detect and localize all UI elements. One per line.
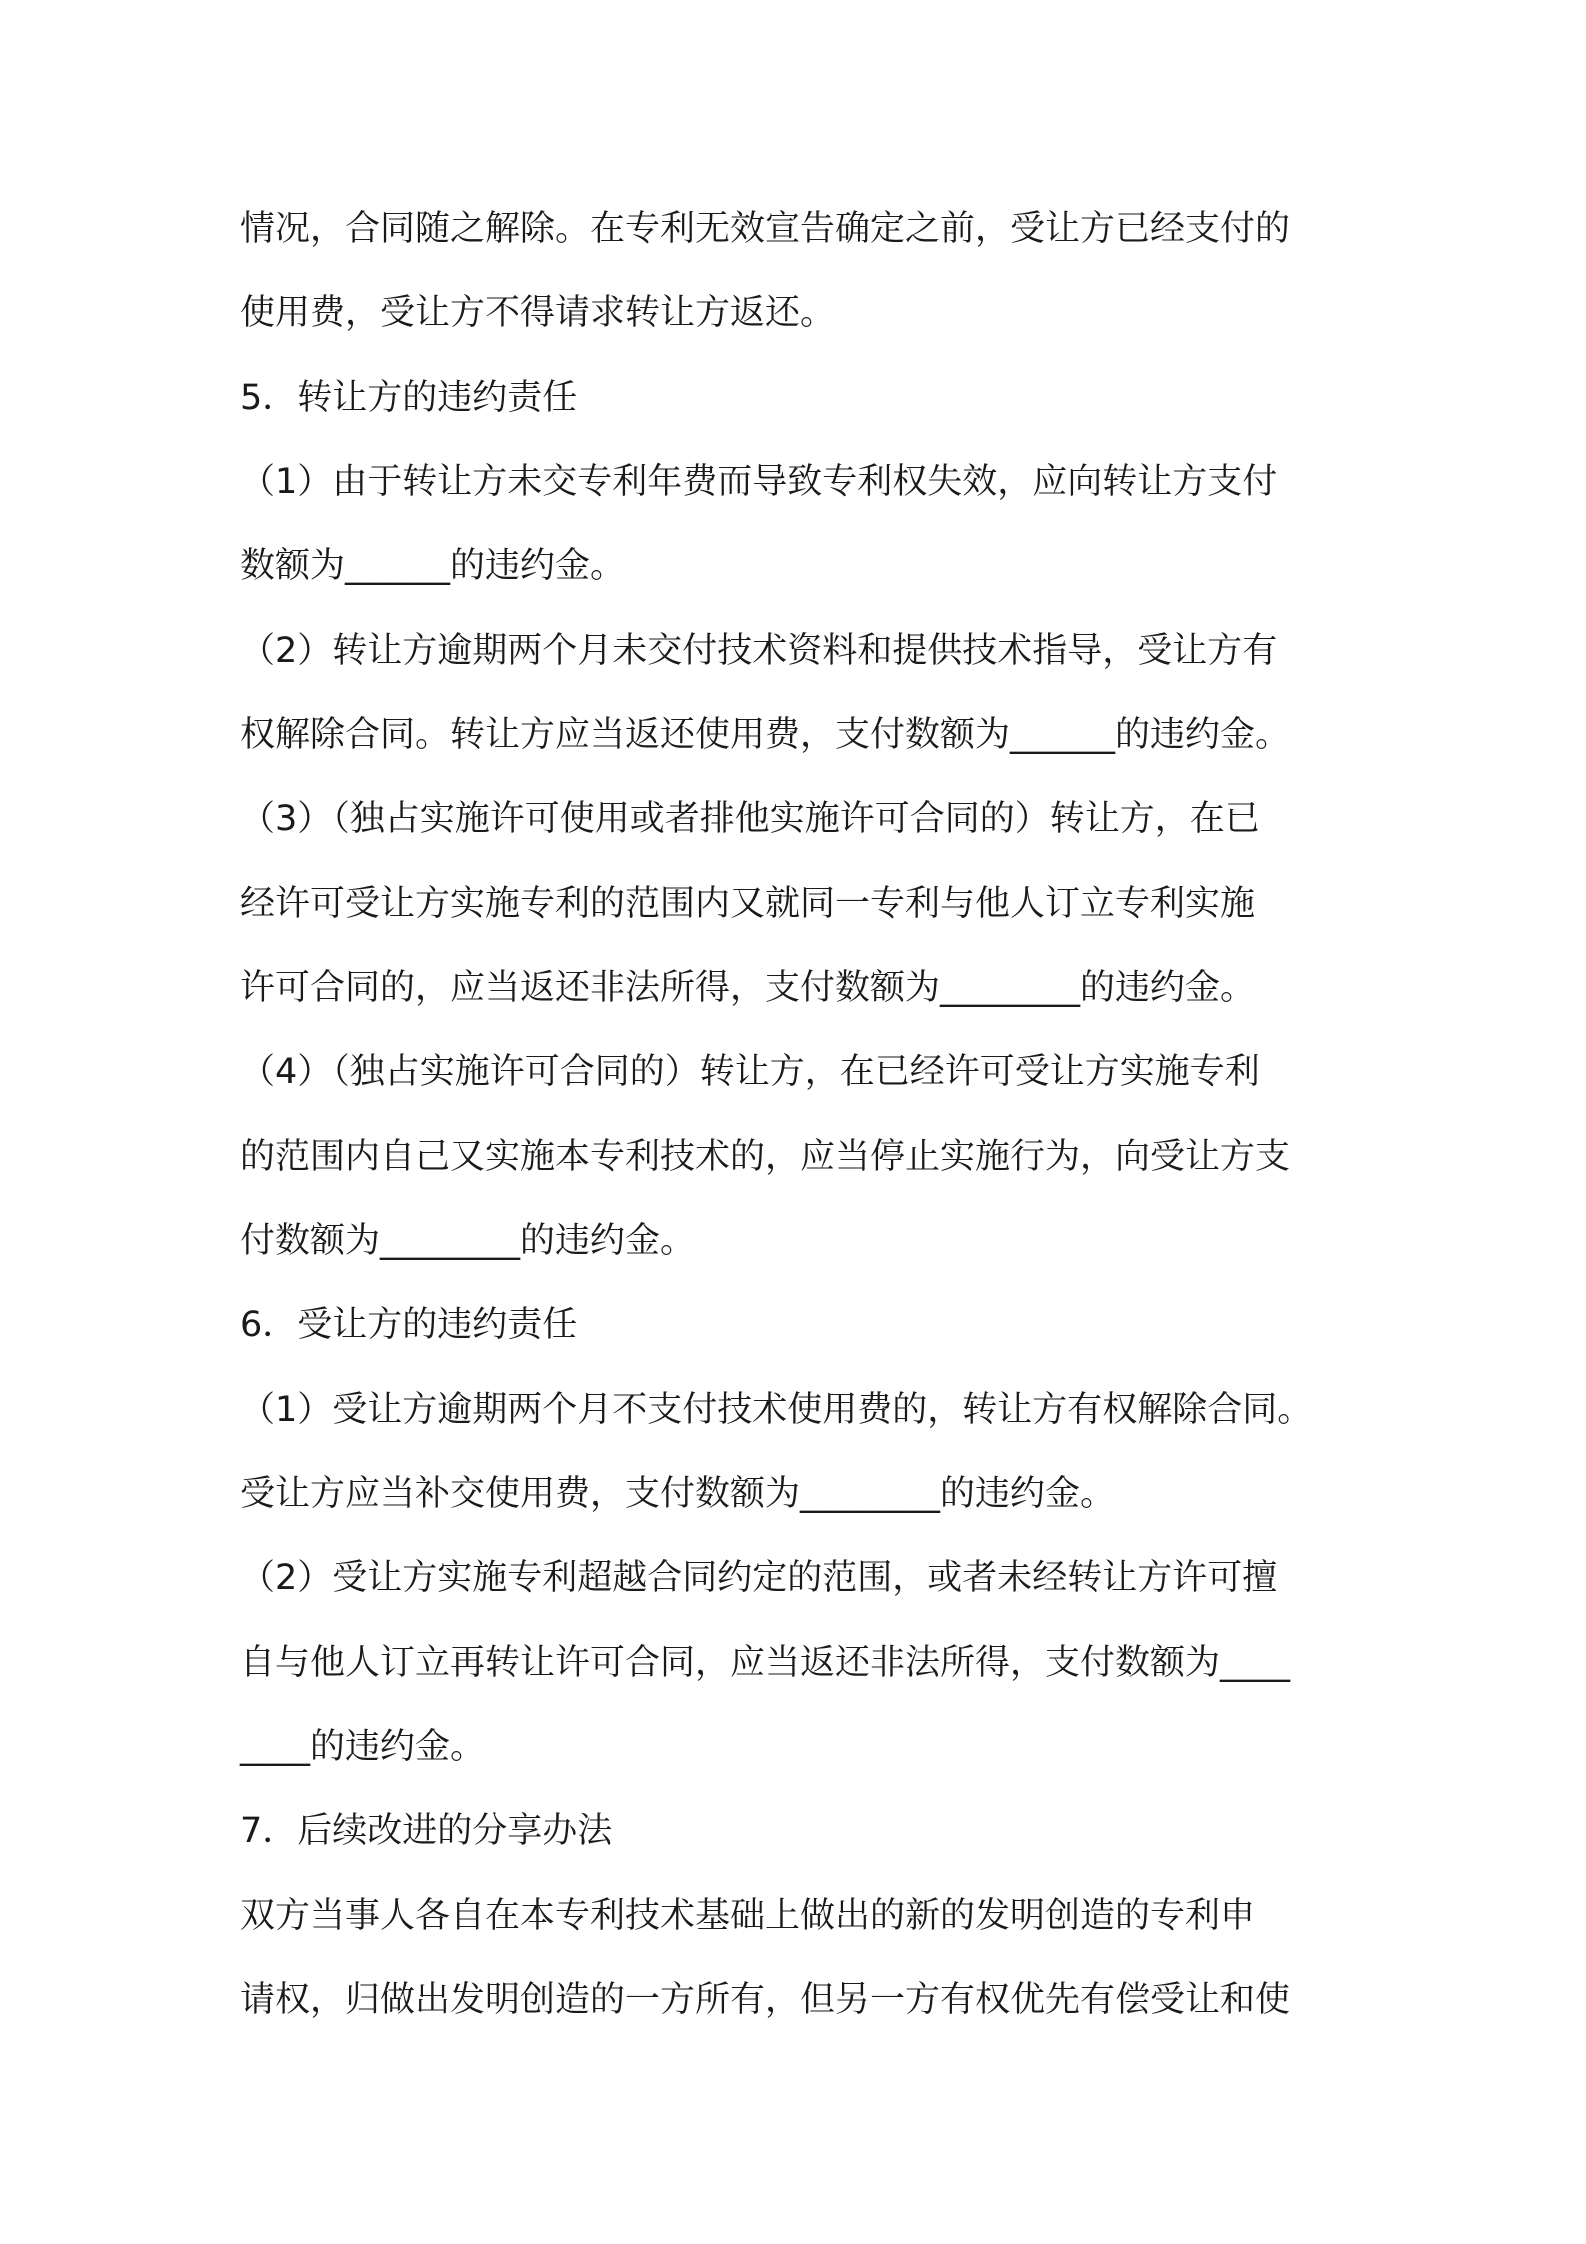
text-line: （4）（独占实施许可合同的）转让方，在已经许可受让方实施专利 bbox=[240, 1052, 1260, 1092]
section-heading: 7．后续改进的分享办法 bbox=[240, 1811, 613, 1851]
text-line: 许可合同的，应当返还非法所得，支付数额为________的违约金。 bbox=[240, 968, 1256, 1008]
text-line: 双方当事人各自在本专利技术基础上做出的新的发明创造的专利申 bbox=[240, 1896, 1256, 1936]
text-line: （1）受让方逾期两个月不支付技术使用费的，转让方有权解除合同。 bbox=[240, 1390, 1313, 1430]
text-line: （1）由于转让方未交专利年费而导致专利权失效，应向转让方支付 bbox=[240, 462, 1278, 502]
text-line: （2）受让方实施专利超越合同约定的范围，或者未经转让方许可擅 bbox=[240, 1558, 1278, 1598]
text-line: 付数额为________的违约金。 bbox=[240, 1221, 696, 1261]
text-line: 情况，合同随之解除。在专利无效宣告确定之前，受让方已经支付的 bbox=[240, 209, 1291, 249]
section-heading: 5．转让方的违约责任 bbox=[240, 378, 578, 418]
text-line: 权解除合同。转让方应当返还使用费，支付数额为______的违约金。 bbox=[240, 715, 1291, 755]
text-line: 数额为______的违约金。 bbox=[240, 546, 626, 586]
text-line: 的范围内自己又实施本专利技术的，应当停止实施行为，向受让方支 bbox=[240, 1137, 1291, 1177]
section-heading: 6．受让方的违约责任 bbox=[240, 1305, 578, 1345]
text-line: 经许可受让方实施专利的范围内又就同一专利与他人订立专利实施 bbox=[240, 884, 1256, 924]
text-line: （3）（独占实施许可使用或者排他实施许可合同的）转让方，在已 bbox=[240, 799, 1260, 839]
text-line: 自与他人订立再转让许可合同，应当返还非法所得，支付数额为____ bbox=[240, 1643, 1291, 1683]
text-line: （2）转让方逾期两个月未交付技术资料和提供技术指导，受让方有 bbox=[240, 631, 1278, 671]
text-line: 请权，归做出发明创造的一方所有，但另一方有权优先有偿受让和使 bbox=[240, 1980, 1291, 2020]
text-line: ____的违约金。 bbox=[240, 1727, 486, 1767]
text-line: 受让方应当补交使用费，支付数额为________的违约金。 bbox=[240, 1474, 1116, 1514]
text-line: 使用费，受让方不得请求转让方返还。 bbox=[240, 293, 836, 333]
